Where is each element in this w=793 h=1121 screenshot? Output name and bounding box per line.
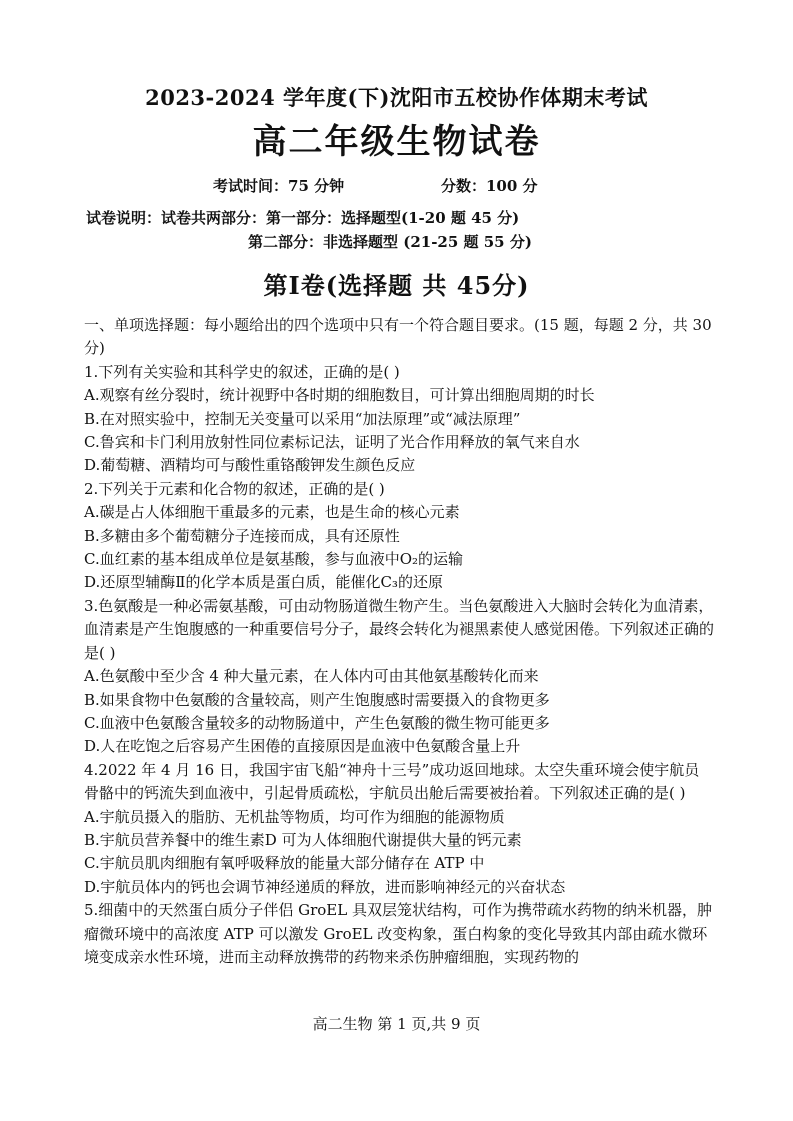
question-1-option-d: D.葡萄糖、酒精均可与酸性重铬酸钾发生颜色反应: [84, 456, 416, 475]
question-body: [84, 314, 714, 969]
question-1-option-c: C.鲁宾和卡门利用放射性同位素标记法，证明了光合作用释放的氧气来自水: [84, 433, 580, 452]
page-footer: 高二生物 第 1 页,共 9 页: [312, 1015, 481, 1033]
question-4-stem: 4.2022 年 4 月 16 日，我国宇宙飞船“神舟十三号”成功返回地球。太空失重环境会使宇航员骨骼中的钙流失到血液中，引起骨质疏松，宇航员出舱后需要被抬着。下列叙述正确的是( ): [84, 760, 700, 803]
question-3-stem: 3.色氨酸是一种必需氨基酸，可由动物肠道微生物产生。当色氨酸进入大脑时会转化为血清素，血清素是产生饱腹感的一种重要信号分子，最终会转化为褪黑素使人感觉困倦。下列叙述正确的是( ): [84, 596, 715, 662]
question-3-option-b: B.如果食物中色氨酸的含量较高，则产生饱腹感时需要摄入的食物更多: [84, 690, 550, 709]
question-2-option-c: C.血红素的基本组成单位是氨基酸，参与血液中O₂的运输: [84, 550, 464, 569]
question-1-stem: 1.下列有关实验和其科学史的叙述，正确的是( ): [84, 362, 400, 381]
question-4-option-b: B.宇航员营养餐中的维生素D 可为人体细胞代谢提供大量的钙元素: [84, 830, 522, 849]
exam-time: 考试时间：75 分钟: [213, 177, 345, 195]
section-instruction: 一、单项选择题：每小题给出的四个选项中只有一个符合题目要求。(15 题，每题 2 分，共 30 分): [84, 316, 712, 358]
exam-school-line: 2023-2024 学年度(下)沈阳市五校协作体期末考试: [145, 85, 648, 110]
question-2-option-b: B.多糖由多个葡萄糖分子连接而成，具有还原性: [84, 526, 400, 545]
question-1-option-b: B.在对照实验中，控制无关变量可以采用“加法原理”或“减法原理”: [84, 409, 521, 428]
question-4-option-c: C.宇航员肌肉细胞有氧呼吸释放的能量大部分储存在 ATP 中: [84, 854, 485, 873]
question-4-option-d: D.宇航员体内的钙也会调节神经递质的释放，进而影响神经元的兴奋状态: [84, 877, 566, 896]
question-5-stem: 5.细菌中的天然蛋白质分子伴侣 GroEL 具双层笼状结构，可作为携带疏水药物的纳米机器，肿瘤微环境中的高浓度 ATP 可以激发 GroEL 改变构象，蛋白构象的变化导致其内部由疏水微环境变成亲水性环境，进而主动释放携带的药物来杀伤肿瘤细胞，实现药物的: [84, 901, 712, 966]
page-title: 高二年级生物试卷: [252, 122, 541, 162]
question-3-option-d: D.人在吃饱之后容易产生困倦的直接原因是血液中色氨酸含量上升: [84, 737, 521, 756]
question-2-option-d: D.还原型辅酶Ⅱ的化学本质是蛋白质，能催化C₃的还原: [84, 573, 443, 592]
question-4-option-a: A.宇航员摄入的脂肪、无机盐等物质，均可作为细胞的能源物质: [84, 807, 505, 826]
exam-score: 分数：100 分: [441, 177, 538, 195]
question-1-option-a: A.观察有丝分裂时，统计视野中各时期的细胞数目，可计算出细胞周期的时长: [84, 386, 595, 405]
exam-note-line2: 第二部分：非选择题型 (21-25 题 55 分): [248, 233, 532, 251]
exam-note-line1: 试卷说明：试卷共两部分：第一部分：选择题型(1-20 题 45 分): [86, 209, 520, 227]
question-2-option-a: A.碳是占人体细胞干重最多的元素，也是生命的核心元素: [84, 503, 460, 522]
question-2-stem: 2.下列关于元素和化合物的叙述，正确的是( ): [84, 479, 385, 498]
question-3-option-c: C.血液中色氨酸含量较多的动物肠道中，产生色氨酸的微生物可能更多: [84, 713, 550, 732]
question-3-option-a: A.色氨酸中至少含 4 种大量元素，在人体内可由其他氨基酸转化而来: [84, 667, 539, 686]
section-title: 第Ⅰ卷(选择题 共 45分): [263, 271, 530, 300]
